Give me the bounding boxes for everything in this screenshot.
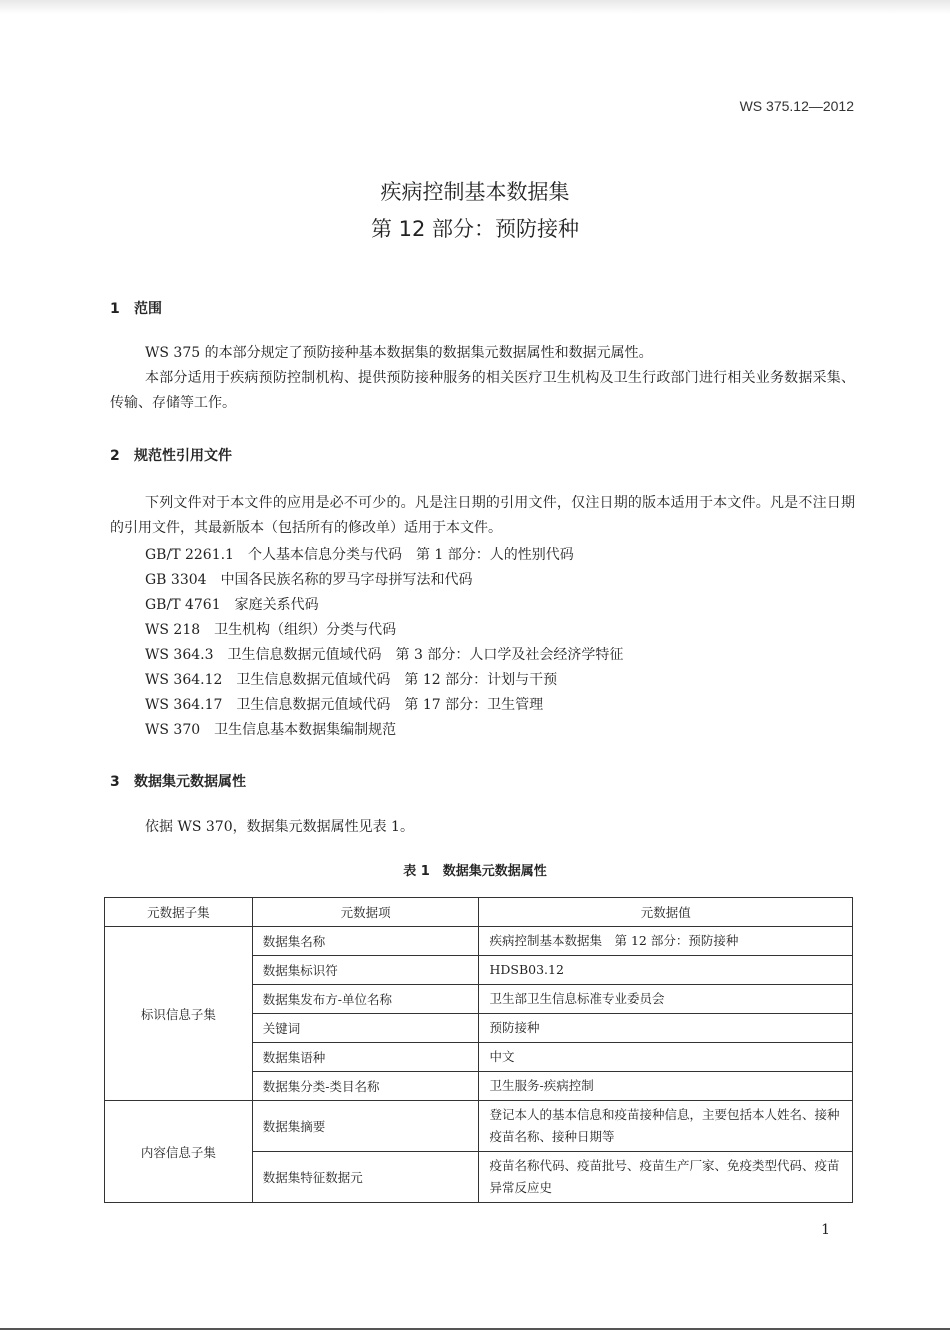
page-number: 1: [821, 1222, 830, 1238]
section-heading-3: [110, 771, 246, 791]
column-header: 元数据项: [252, 898, 479, 927]
reference-code: WS 364.12: [145, 672, 223, 688]
reference-code: GB/T 4761: [145, 597, 221, 613]
subset-cell: 标识信息子集: [105, 927, 253, 1101]
reference-item: [145, 544, 574, 564]
reference-item: [145, 619, 396, 639]
metadata-table: [104, 897, 853, 1203]
item-cell: 数据集标识符: [252, 956, 479, 985]
paragraph: 下列文件对于本文件的应用是必不可少的。凡是注日期的引用文件，仅注日期的版本适用于本文件。凡是不注日期的引用文件，其最新版本（包括所有的修改单）适用于本文件。: [110, 495, 855, 536]
section-heading-1: [110, 298, 162, 318]
reference-title: 个人基本信息分类与代码 第 1 部分：人的性别代码: [247, 547, 574, 563]
section-number: 3: [110, 774, 120, 790]
section-title: 范围: [134, 301, 162, 317]
reference-code: WS 364.3: [145, 647, 214, 663]
reference-title: 卫生信息数据元值域代码 第 12 部分：计划与干预: [236, 672, 558, 688]
reference-item: [145, 594, 319, 614]
reference-code: GB/T 2261.1: [145, 547, 234, 563]
scan-edge-top: [0, 0, 950, 14]
reference-item: [145, 694, 543, 714]
table-row: [105, 1101, 853, 1152]
section-number: 1: [110, 301, 120, 317]
reference-item: [145, 669, 557, 689]
scan-edge-bottom: [0, 1328, 950, 1330]
reference-code: WS 370: [145, 722, 201, 738]
standard-code: WS 375.12—2012: [739, 98, 854, 114]
section-title: 数据集元数据属性: [134, 774, 246, 790]
reference-title: 卫生信息基本数据集编制规范: [214, 722, 397, 738]
table-caption: 表 1 数据集元数据属性: [403, 864, 547, 879]
paragraph: 依据 WS 370，数据集元数据属性见表 1。: [145, 819, 414, 835]
column-header: 元数据子集: [105, 898, 253, 927]
value-cell: 卫生服务-疾病控制: [479, 1072, 853, 1101]
item-cell: 数据集名称: [252, 927, 479, 956]
paragraph: 本部分适用于疾病预防控制机构、提供预防接种服务的相关医疗卫生机构及卫生行政部门进行相关业务数据采集、传输、存储等工作。: [110, 370, 855, 411]
paragraph: WS 375 的本部分规定了预防接种基本数据集的数据集元数据属性和数据元属性。: [145, 345, 653, 361]
value-cell: 登记本人的基本信息和疫苗接种信息，主要包括本人姓名、接种疫苗名称、接种日期等: [479, 1101, 853, 1152]
document-subtitle: 第 12 部分：预防接种: [370, 217, 580, 241]
item-cell: 数据集语种: [252, 1043, 479, 1072]
section-heading-2: [110, 445, 232, 465]
reference-item: [145, 719, 396, 739]
item-cell: 数据集分类-类目名称: [252, 1072, 479, 1101]
section-title: 规范性引用文件: [134, 448, 232, 464]
subset-cell: 内容信息子集: [105, 1101, 253, 1203]
item-cell: 关键词: [252, 1014, 479, 1043]
value-cell: 中文: [479, 1043, 853, 1072]
reference-title: 卫生信息数据元值域代码 第 17 部分：卫生管理: [236, 697, 544, 713]
reference-title: 中国各民族名称的罗马字母拼写法和代码: [220, 572, 473, 588]
item-cell: 数据集特征数据元: [252, 1152, 479, 1203]
value-cell: 预防接种: [479, 1014, 853, 1043]
value-cell: 疫苗名称代码、疫苗批号、疫苗生产厂家、免疫类型代码、疫苗异常反应史: [479, 1152, 853, 1203]
reference-title: 卫生机构（组织）分类与代码: [214, 622, 397, 638]
reference-code: GB 3304: [145, 572, 207, 588]
item-cell: 数据集摘要: [252, 1101, 479, 1152]
column-header: 元数据值: [479, 898, 853, 927]
reference-title: 卫生信息数据元值域代码 第 3 部分：人口学及社会经济学特征: [227, 647, 624, 663]
value-cell: 疾病控制基本数据集 第 12 部分：预防接种: [479, 927, 853, 956]
value-cell: HDSB03.12: [479, 956, 853, 985]
document-title: 疾病控制基本数据集: [380, 180, 570, 204]
reference-item: [145, 569, 473, 589]
reference-code: WS 364.17: [145, 697, 223, 713]
section-number: 2: [110, 448, 120, 464]
reference-title: 家庭关系代码: [234, 597, 319, 613]
item-cell: 数据集发布方-单位名称: [252, 985, 479, 1014]
table-row: [105, 927, 853, 956]
reference-code: WS 218: [145, 622, 201, 638]
value-cell: 卫生部卫生信息标准专业委员会: [479, 985, 853, 1014]
reference-item: [145, 644, 623, 664]
table-header-row: [105, 898, 853, 927]
